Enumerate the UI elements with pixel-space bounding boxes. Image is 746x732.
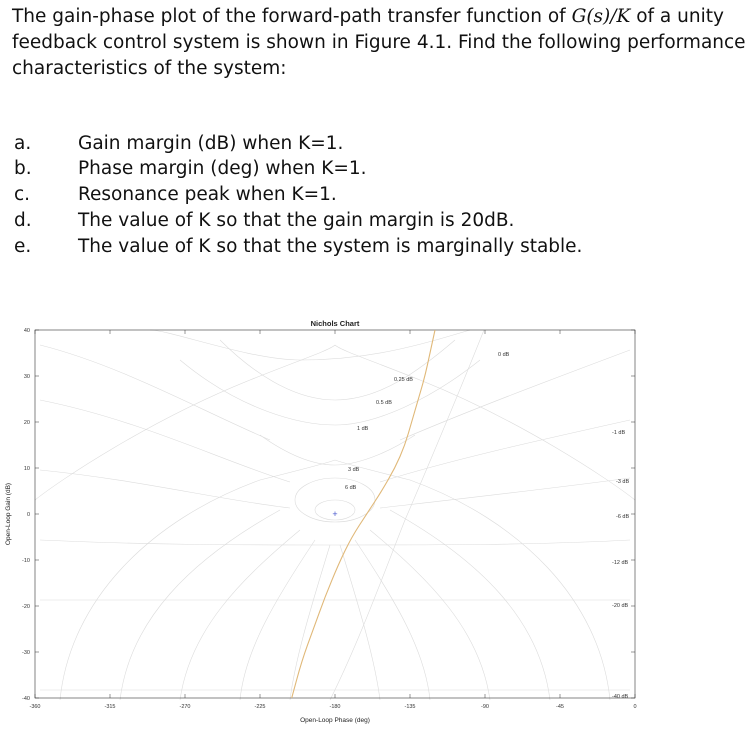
y-tick-label: -40 [22, 696, 30, 702]
question-text: Resonance peak when K=1. [78, 184, 337, 205]
x-tick-label: -90 [481, 704, 489, 710]
contour-label: -1 dB [612, 430, 626, 436]
n-contour [355, 540, 430, 700]
x-tick-label: -225 [254, 704, 266, 710]
question-text: The value of K so that the system is marginally stable. [78, 236, 583, 257]
m-contour-neg1db [40, 345, 630, 440]
question-letter: e. [14, 236, 32, 257]
contour-label: 0.25 dB [394, 377, 413, 383]
intro-pre: The gain-phase plot of the forward-path transfer function of [12, 6, 572, 27]
n-contour [35, 345, 335, 500]
transfer-function-math: G(s)/K [571, 6, 631, 27]
n-contour [240, 540, 315, 700]
m-contour-0-5db [220, 340, 455, 400]
contour-label: -20 dB [612, 603, 629, 609]
question-text: Gain margin (dB) when K=1. [78, 133, 344, 154]
x-tick-label: -45 [556, 704, 564, 710]
question-letter: d. [14, 210, 32, 231]
n-contour [290, 545, 330, 700]
y-tick-label: 40 [23, 328, 30, 334]
n-contour [335, 345, 635, 500]
y-tick-labels [22, 328, 30, 702]
y-tick-label: 0 [26, 512, 30, 518]
intro-line-2: feedback control system is shown in Figure 4.1. Find the following performance [12, 32, 746, 53]
contour-label: 3 dB [348, 467, 360, 473]
nichols-chart [0, 310, 700, 732]
y-tick-label: 10 [23, 466, 30, 472]
y-tick-label: -20 [22, 604, 30, 610]
y-tick-label: 30 [23, 374, 30, 380]
contour-label: -12 dB [612, 560, 629, 566]
m-contour-neg3db [40, 400, 630, 482]
chart-title: Nichols Chart [310, 319, 360, 328]
m-contour-0db [330, 330, 484, 700]
n-contour [180, 530, 300, 700]
contour-label: -3 dB [616, 479, 630, 485]
question-text: The value of K so that the gain margin is 20dB. [78, 210, 515, 231]
m-contour-3db [260, 435, 415, 465]
problem-intro [12, 4, 746, 82]
open-loop-response-curve [292, 330, 435, 698]
x-tick-label: -360 [29, 704, 41, 710]
x-tick-label: -315 [104, 704, 116, 710]
contour-label: -40 dB [612, 694, 629, 700]
n-contour [340, 545, 380, 700]
n-contour [370, 530, 490, 700]
contour-label: 0.5 dB [376, 400, 392, 406]
n-contour [390, 510, 550, 700]
question-letter: a. [14, 133, 32, 154]
contour-label: 6 dB [345, 485, 357, 491]
question-letter: c. [14, 184, 31, 205]
m-contour-neg6db [40, 470, 630, 508]
intro-line-3: characteristics of the system: [12, 58, 287, 79]
question-letter: b. [14, 158, 32, 179]
x-tick-label: -180 [329, 704, 341, 710]
n-contour [120, 510, 280, 700]
y-tick-label: 20 [23, 420, 30, 426]
contour-label: 0 dB [498, 352, 510, 358]
x-tick-label: -135 [404, 704, 416, 710]
contour-label: -6 dB [616, 514, 630, 520]
n-contour [335, 460, 610, 700]
x-tick-label: 0 [633, 704, 637, 710]
intro-post: of a unity [630, 6, 724, 27]
m-contour-neg12db [40, 540, 630, 545]
critical-point-marker: + [332, 509, 338, 519]
m-contour-1db [180, 360, 480, 425]
y-tick-label: -10 [22, 558, 30, 564]
y-tick-label: -30 [22, 650, 30, 656]
question-text: Phase margin (deg) when K=1. [78, 158, 367, 179]
y-axis-label: Open-Loop Gain (dB) [5, 482, 12, 546]
contour-labels [345, 352, 629, 700]
x-tick-labels [29, 704, 636, 710]
m-contour-0-25db [150, 330, 470, 360]
x-tick-label: -270 [179, 704, 191, 710]
x-axis-label: Open-Loop Phase (deg) [300, 717, 370, 724]
n-contour [60, 460, 338, 700]
contour-label: 1 dB [357, 426, 369, 432]
